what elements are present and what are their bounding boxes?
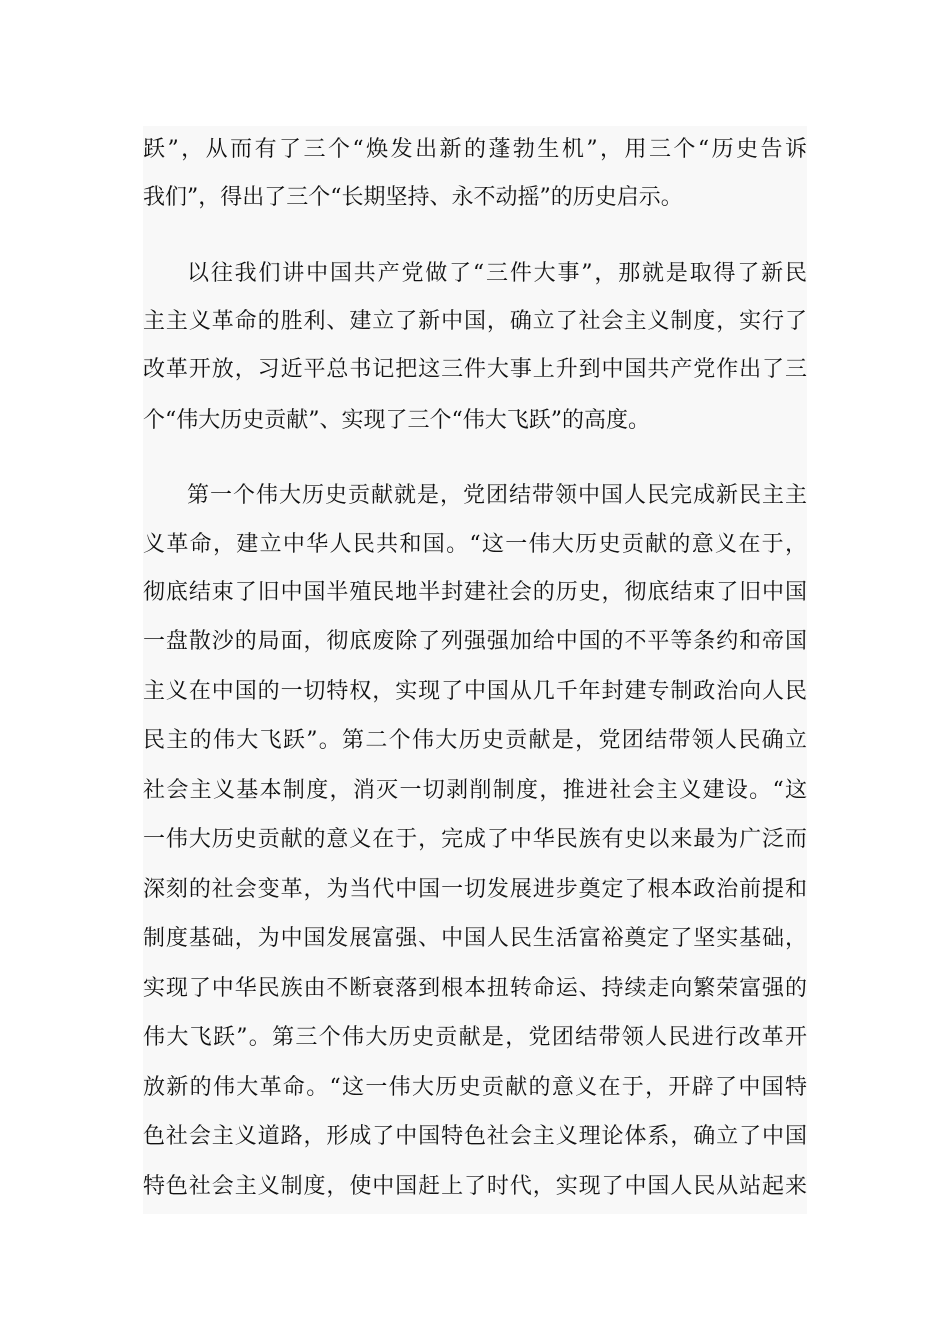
text-line: 我们”，得出了三个“长期坚持、永不动摇”的历史启示。 [143,185,683,210]
text-line: 主义在中国的一切特权，实现了中国从几千年封建专制政治向人民 [143,679,807,704]
text-line: 义革命，建立中华人民共和国。“这一伟大历史贡献的意义在于， [143,532,807,557]
text-line: 改革开放，习近平总书记把这三件大事上升到中国共产党作出了三 [143,357,807,382]
text-line: 跃”，从而有了三个“焕发出新的蓬勃生机”，用三个“历史告诉 [143,137,807,162]
paragraph-first-line: 第一个伟大历史贡献就是，党团结带领中国人民完成新民主主 [187,483,807,508]
text-line: 实现了中华民族由不断衰落到根本扭转命运、持续走向繁荣富强的 [143,976,807,1001]
text-line: 深刻的社会变革，为当代中国一切发展进步奠定了根本政治前提和 [143,877,807,902]
text-line: 伟大飞跃”。第三个伟大历史贡献是，党团结带领人民进行改革开 [143,1025,807,1050]
text-line: 民主的伟大飞跃”。第二个伟大历史贡献是，党团结带领人民确立 [143,728,807,753]
text-line: 放新的伟大革命。“这一伟大历史贡献的意义在于，开辟了中国特 [143,1075,807,1100]
paragraph-first-line: 以往我们讲中国共产党做了“三件大事”，那就是取得了新民 [187,261,807,286]
text-line: 色社会主义道路，形成了中国特色社会主义理论体系，确立了中国 [143,1124,807,1149]
text-line: 特色社会主义制度，使中国赶上了时代，实现了中国人民从站起来 [143,1174,807,1199]
text-line: 一伟大历史贡献的意义在于，完成了中华民族有史以来最为广泛而 [143,827,807,852]
text-line: 社会主义基本制度，消灭一切剥削制度，推进社会主义建设。“这 [143,778,807,803]
text-line: 主主义革命的胜利、建立了新中国，确立了社会主义制度，实行了 [143,309,807,334]
document-text-block [143,126,807,1214]
text-line: 制度基础，为中国发展富强、中国人民生活富裕奠定了坚实基础， [143,926,807,951]
text-line: 彻底结束了旧中国半殖民地半封建社会的历史，彻底结束了旧中国 [143,580,807,605]
text-line: 个“伟大历史贡献”、实现了三个“伟大飞跃”的高度。 [143,408,650,433]
text-line: 一盘散沙的局面，彻底废除了列强强加给中国的不平等条约和帝国 [143,629,807,654]
